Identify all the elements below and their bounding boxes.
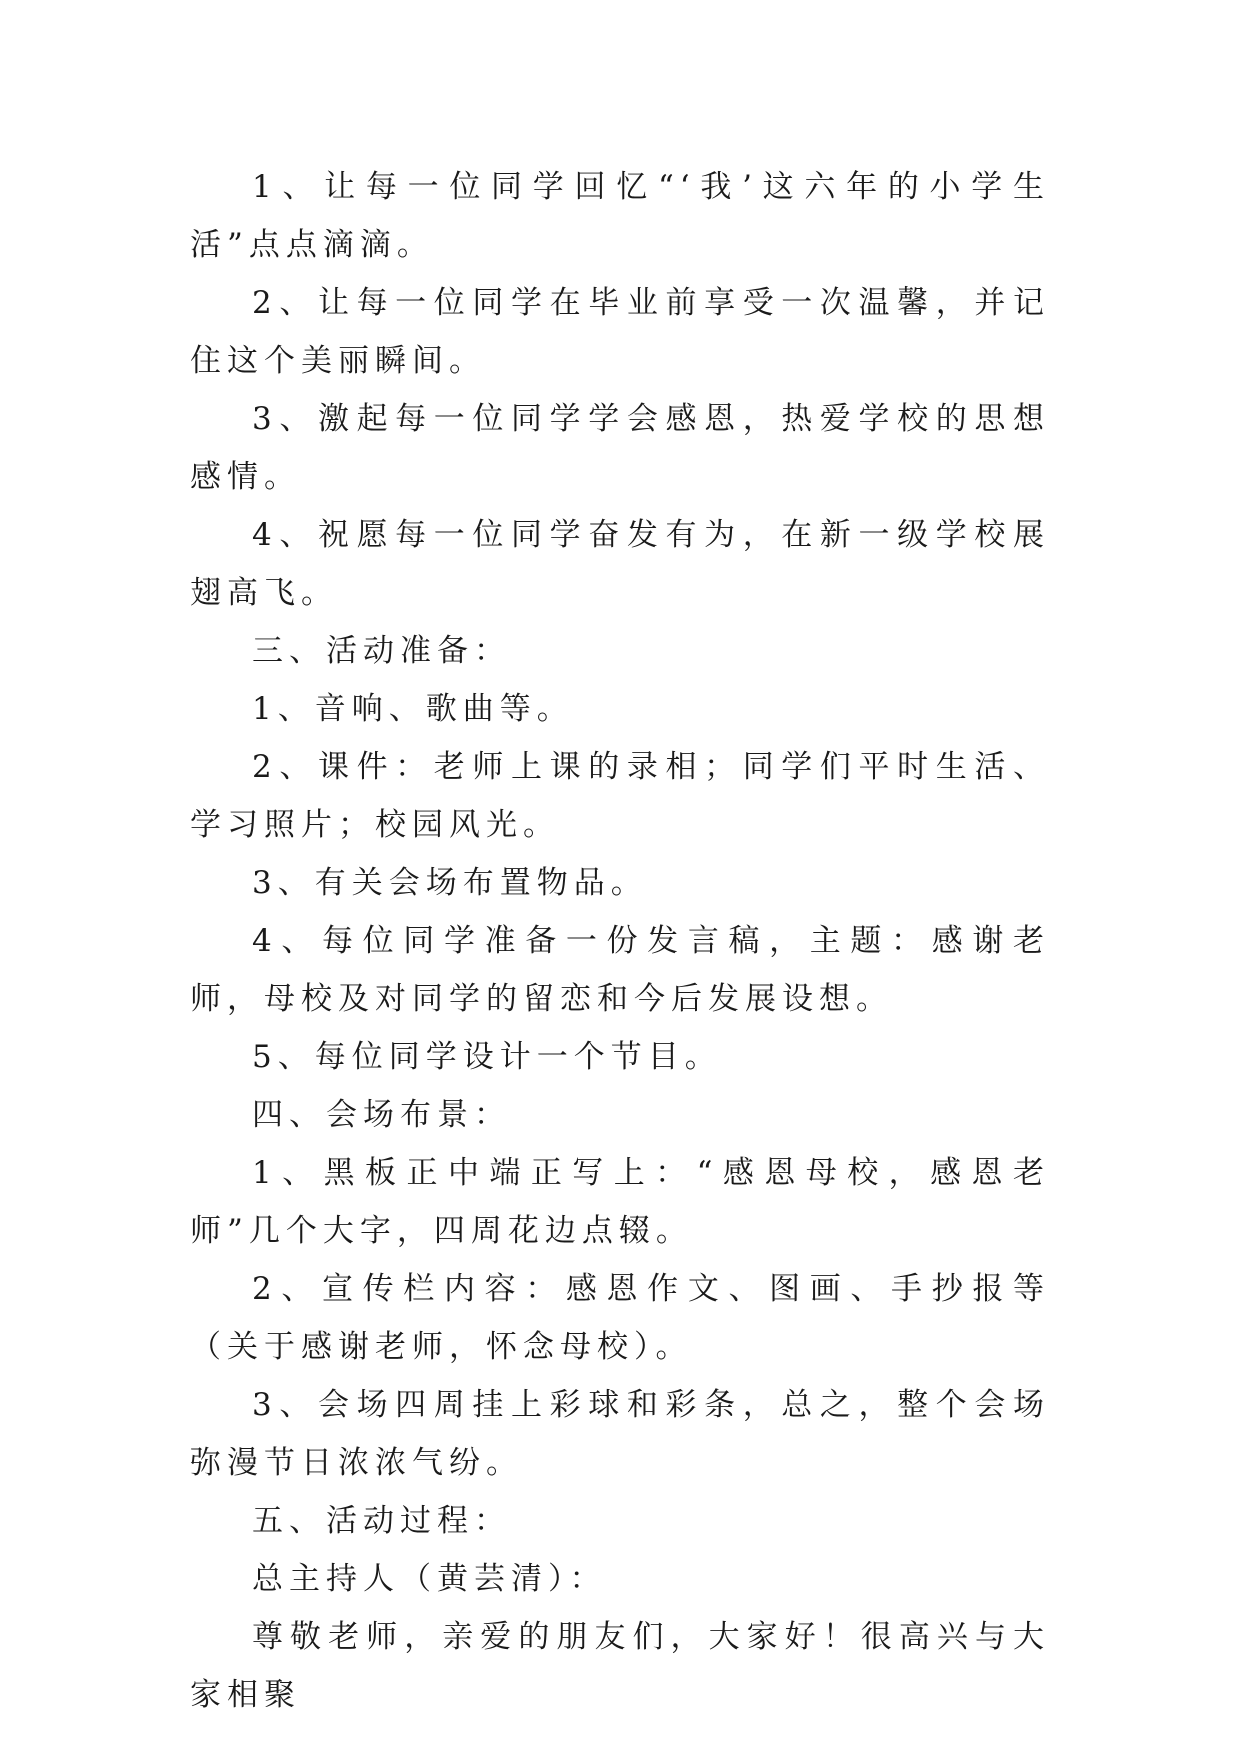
paragraph-prep-1: 1、音响、歌曲等。 (252, 691, 574, 727)
paragraph-venue-1: 1、黑板正中端正写上：“感恩母校，感恩老师”几个大字，四周花边点辍。 (190, 1155, 1050, 1249)
paragraph-venue-3: 3、会场四周挂上彩球和彩条，总之，整个会场弥漫节日浓浓气纷。 (190, 1387, 1050, 1481)
document-body (190, 158, 1050, 1724)
paragraph-host: 总主持人（黄芸清）： (252, 1561, 607, 1597)
paragraph-prep-4: 4、每位同学准备一份发言稿，主题：感谢老师，母校及对同学的留恋和今后发展设想。 (190, 923, 1050, 1017)
paragraph-goal-4: 4、祝愿每一位同学奋发有为，在新一级学校展翅高飞。 (190, 517, 1050, 611)
paragraph-prep-2: 2、课件：老师上课的录相；同学们平时生活、学习照片；校园风光。 (190, 749, 1050, 843)
section-heading-preparation: 三、活动准备： (252, 633, 511, 669)
paragraph-goal-2: 2、让每一位同学在毕业前享受一次温馨，并记住这个美丽瞬间。 (190, 285, 1050, 379)
paragraph-greeting: 尊敬老师，亲爱的朋友们，大家好！很高兴与大家相聚 (190, 1619, 1050, 1713)
paragraph-prep-5: 5、每位同学设计一个节目。 (252, 1039, 722, 1075)
section-heading-process: 五、活动过程： (252, 1503, 511, 1539)
paragraph-prep-3: 3、有关会场布置物品。 (252, 865, 648, 901)
paragraph-venue-2: 2、宣传栏内容：感恩作文、图画、手抄报等（关于感谢老师，怀念母校）。 (190, 1271, 1050, 1365)
section-heading-venue: 四、会场布景： (252, 1097, 511, 1133)
paragraph-goal-3: 3、激起每一位同学学会感恩，热爱学校的思想感情。 (190, 401, 1050, 495)
paragraph-goal-1: 1、让每一位同学回忆“‘我’这六年的小学生活”点点滴滴。 (190, 169, 1050, 263)
